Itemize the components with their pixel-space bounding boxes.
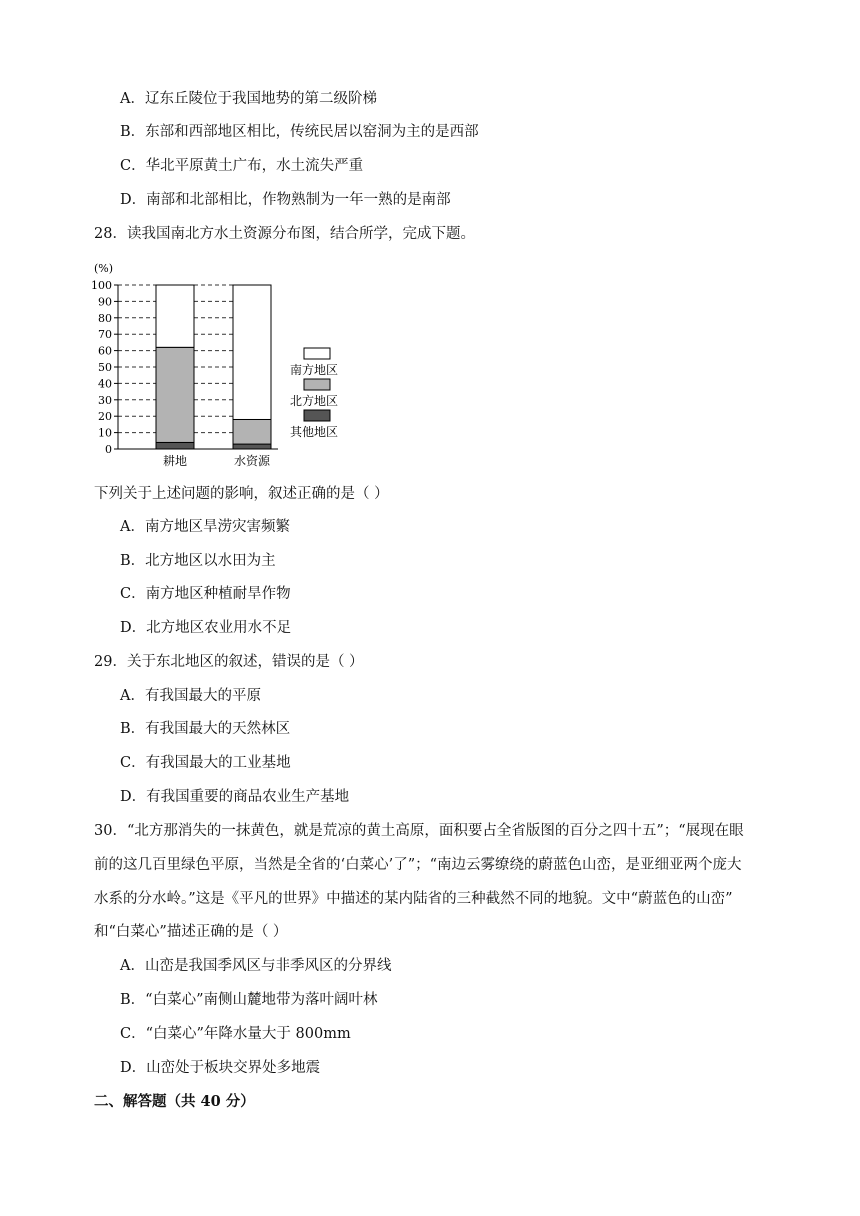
y-tick-label: 90	[98, 295, 112, 309]
q30-stem-line-2: 前的这几百里绿色平原，当然是全省的‘白菜心’了”；“南边云雾缭绕的蔚蓝色山峦，是亚细亚两个庞大	[94, 857, 742, 873]
bar-segment	[156, 285, 194, 347]
q27-option-b: B．东部和西部地区相比，传统民居以窑洞为主的是西部	[120, 124, 479, 140]
y-tick-label: 30	[98, 393, 112, 407]
y-tick-label: 20	[98, 410, 112, 424]
q28-option-b: B．北方地区以水田为主	[120, 553, 276, 569]
y-axis-label: (%)	[94, 262, 114, 275]
q28-option-c: C．南方地区种植耐旱作物	[120, 586, 291, 602]
q29-option-b: B．有我国最大的天然林区	[120, 721, 291, 737]
q30-option-c: C．“白菜心”年降水量大于 800mm	[120, 1026, 351, 1042]
q30-option-a: A．山峦是我国季风区与非季风区的分界线	[120, 958, 392, 974]
legend-label: 南方地区	[290, 363, 339, 377]
q28-option-d: D．北方地区农业用水不足	[120, 620, 292, 636]
y-tick-label: 70	[98, 328, 112, 342]
y-tick-label: 60	[98, 344, 112, 358]
q29-option-a: A．有我国最大的平原	[120, 688, 261, 704]
water-land-resource-chart	[88, 256, 368, 470]
q27-option-a: A．辽东丘陵位于我国地势的第二级阶梯	[120, 91, 377, 107]
section-2-title: 二、解答题（共 40 分）	[94, 1093, 255, 1110]
legend-swatch	[304, 410, 330, 421]
y-tick-label: 80	[98, 311, 112, 325]
bar-segment	[156, 347, 194, 442]
q27-option-d: D．南部和北部相比，作物熟制为一年一熟的是南部	[120, 192, 451, 208]
q30-stem-line-3: 水系的分水岭。”这是《平凡的世界》中描述的某内陆省的三种截然不同的地貌。文中“蔚蓝色的山峦”	[94, 891, 733, 907]
x-tick-label: 耕地	[162, 454, 188, 468]
q30-option-b: B．“白菜心”南侧山麓地带为落叶阔叶林	[120, 992, 378, 1008]
q29-option-d: D．有我国重要的商品农业生产基地	[120, 789, 350, 805]
bar-segment	[233, 419, 271, 444]
legend-swatch	[304, 348, 330, 359]
y-tick-label: 100	[91, 279, 112, 292]
q30-option-d: D．山峦处于板块交界处多地震	[120, 1060, 321, 1076]
legend-label: 北方地区	[290, 394, 339, 408]
q29-option-c: C．有我国最大的工业基地	[120, 755, 291, 771]
bar-segment	[156, 442, 194, 449]
y-tick-label: 10	[98, 426, 112, 440]
q27-option-c: C．华北平原黄土广布，水土流失严重	[120, 158, 364, 174]
bar-segment	[233, 444, 271, 449]
y-tick-label: 50	[98, 361, 112, 374]
legend-label: 其他地区	[290, 425, 339, 439]
x-tick-label: 水资源	[233, 454, 271, 468]
y-tick-label: 40	[98, 377, 112, 391]
q28-stem: 28．读我国南北方水土资源分布图，结合所学，完成下题。	[94, 226, 475, 242]
q28-option-a: A．南方地区旱涝灾害频繁	[120, 519, 290, 535]
legend-swatch	[304, 379, 330, 390]
bar-segment	[233, 285, 271, 419]
q29-stem: 29．关于东北地区的叙述，错误的是（ ）	[94, 654, 364, 670]
q28-question: 下列关于上述问题的影响，叙述正确的是（ ）	[94, 486, 389, 502]
q30-stem-line-1: 30．“北方那消失的一抹黄色，就是荒凉的黄土高原，面积要占全省版图的百分之四十五”；“展现在眼	[94, 823, 744, 839]
y-tick-label: 0	[105, 443, 112, 456]
q30-stem-line-4: 和“白菜心”描述正确的是（ ）	[94, 924, 288, 940]
